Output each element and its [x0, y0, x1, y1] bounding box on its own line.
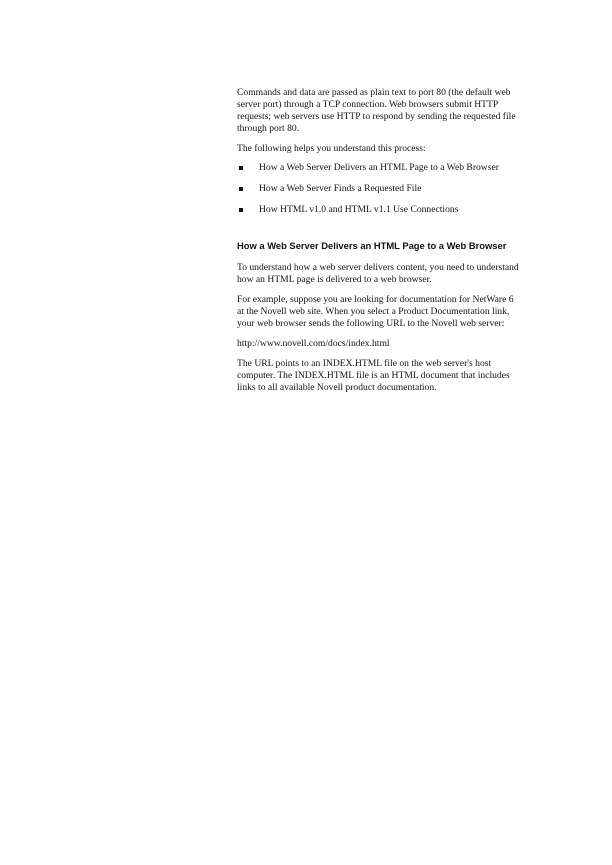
topic-label: How a Web Server Finds a Requested File [259, 183, 422, 194]
topic-label: How HTML v1.0 and HTML v1.1 Use Connections [259, 204, 459, 215]
intro-followup: The following helps you understand this process: [237, 143, 426, 154]
section-paragraph: To understand how a web server delivers content, you need to understand how an HTML page is delivered to a web browser. [237, 262, 519, 285]
example-url: http://www.novell.com/docs/index.html [237, 338, 390, 349]
intro-paragraph: Commands and data are passed as plain text to port 80 (the default web server port) through a TCP connection. Web browsers submit HTTP requests; web servers use HTTP to respond by sending the requested file through port 80. [237, 87, 516, 134]
topic-list-item [237, 183, 519, 195]
section-heading: How a Web Server Delivers an HTML Page to a Web Browser [237, 240, 507, 251]
square-bullet-icon [239, 166, 243, 170]
topic-label: How a Web Server Delivers an HTML Page to a Web Browser [259, 162, 499, 173]
square-bullet-icon [239, 187, 243, 191]
topic-list-item [237, 162, 519, 174]
topic-list [237, 162, 519, 216]
section-paragraph: For example, suppose you are looking for documentation for NetWare 6 at the Novell web site. When you select a Product Documentation link, your web browser sends the following URL to the Novell web server: [237, 294, 514, 329]
square-bullet-icon [239, 208, 243, 212]
topic-list-item [237, 204, 519, 216]
closing-paragraph: The URL points to an INDEX.HTML file on the web server's host computer. The INDEX.HTML file is an HTML document that includes links to all available Novell product documentation. [237, 358, 510, 393]
page-content [237, 87, 519, 402]
